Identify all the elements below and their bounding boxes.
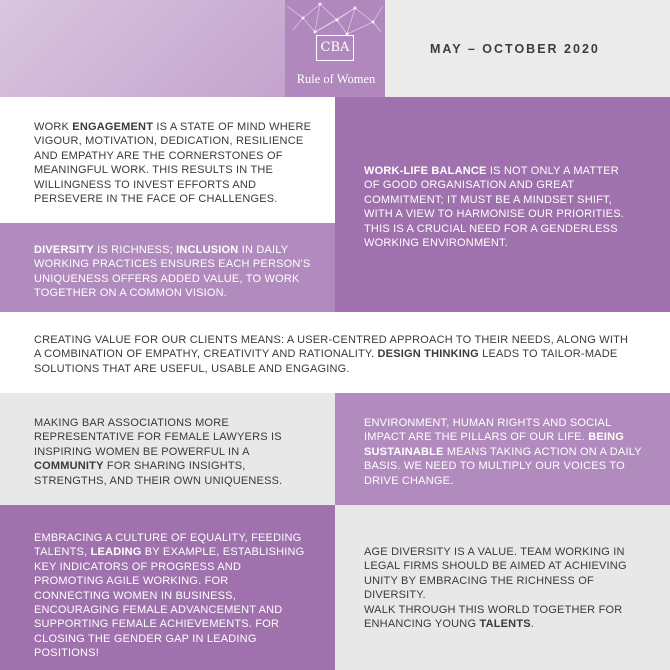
work-life-keyword: WORK-LIFE BALANCE xyxy=(364,165,487,177)
sustainable-keyword: BEING SUSTAINABLE xyxy=(364,431,625,458)
community-text: MAKING BAR ASSOCIATIONS MORE REPRESENTATIVE FOR FEMALE LAWYERS IS INSPIRING WOMEN BE POWERFUL IN A COMMUNITY FOR SHARING INSIGHTS, STRENGTHS, AND THEIR OWN UNIQUENESS. xyxy=(34,417,283,487)
leading-keyword: LEADING xyxy=(90,546,142,559)
design-thinking-text: CREATING VALUE FOR OUR CLIENTS MEANS: A USER-CENTRED APPROACH TO THEIR NEEDS, ALONG WITH A COMBINATION OF EMPATHY, CREATIVITY AND RATIONALITY. DESIGN THINKING LEADS TO TAILOR-MADE SOLUTIONS THAT ARE USEFUL, USABLE AND ENGAGING. xyxy=(34,334,629,375)
engagement-keyword: ENGAGEMENT xyxy=(72,121,154,133)
engagement-text: WORK ENGAGEMENT IS A STATE OF MIND WHERE VIGOUR, MOTIVATION, DEDICATION, RESILIENCE AND EMPATHY ARE THE CORNERSTONES OF MEANINGFUL WORK. THIS RESULTS IN THE WILLINGNESS TO INVEST EFFORTS AND PERSEVERE IN THE FACE OF CHALLENGES. xyxy=(34,121,312,206)
date-range: MAY – OCTOBER 2020 xyxy=(430,42,600,56)
community-keyword: COMMUNITY xyxy=(34,460,104,473)
talents-keyword: TALENTS xyxy=(479,618,531,631)
logo-cba-mark: CBA xyxy=(316,35,354,61)
work-life-text: WORK-LIFE BALANCE IS NOT ONLY A MATTER OF GOOD ORGANISATION AND GREAT COMMITMENT; IT MUST BE A MINDSET SHIFT, WITH A VIEW TO HARMONISE OUR PRIORITIES. THIS IS A CRUCIAL NEED FOR A GENDERLESS WORKING ENVIRONMENT. xyxy=(364,165,625,250)
inclusion-keyword: INCLUSION xyxy=(176,244,239,256)
sustainable-text: ENVIRONMENT, HUMAN RIGHTS AND SOCIAL IMPACT ARE THE PILLARS OF OUR LIFE. BEING SUSTAINABLE MEANS TAKING ACTION ON A DAILY BASIS. WE NEED TO MULTIPLY OUR VOICES TO DRIVE CHANGE. xyxy=(364,417,642,487)
leading-text: EMBRACING A CULTURE OF EQUALITY, FEEDING TALENTS, LEADING BY EXAMPLE, ESTABLISHING KEY INDICATORS OF PROGRESS AND PROMOTING AGILE WORKING. FOR CONNECTING WOMEN IN BUSINESS, ENCOURAGING FEMALE ADVANCEMENT AND SUPPORTING FEMALE ACHIEVEMENTS. FOR CLOSING THE GENDER GAP IN LEADING POSITIONS! xyxy=(34,532,305,660)
network-pattern-icon xyxy=(285,0,385,40)
talents-text: AGE DIVERSITY IS A VALUE. TEAM WORKING IN LEGAL FIRMS SHOULD BE AIMED AT ACHIEVING UNITY BY EMBRACING THE RICHNESS OF DIVERSITY. WALK THROUGH THIS WORLD TOGETHER FOR ENHANCING YOUNG TALENTS. xyxy=(364,546,627,631)
logo-tagline: Rule of Women xyxy=(296,72,376,86)
design-thinking-keyword: DESIGN THINKING xyxy=(377,348,479,361)
diversity-keyword: DIVERSITY xyxy=(34,244,94,256)
header-left-banner xyxy=(0,0,285,97)
diversity-text: DIVERSITY IS RICHNESS; INCLUSION IN DAILY WORKING PRACTICES ENSURES EACH PERSON'S UNIQUENESS OFFERS ADDED VALUE, TO WORK TOGETHER ON A COMMON VISION. xyxy=(34,244,311,300)
